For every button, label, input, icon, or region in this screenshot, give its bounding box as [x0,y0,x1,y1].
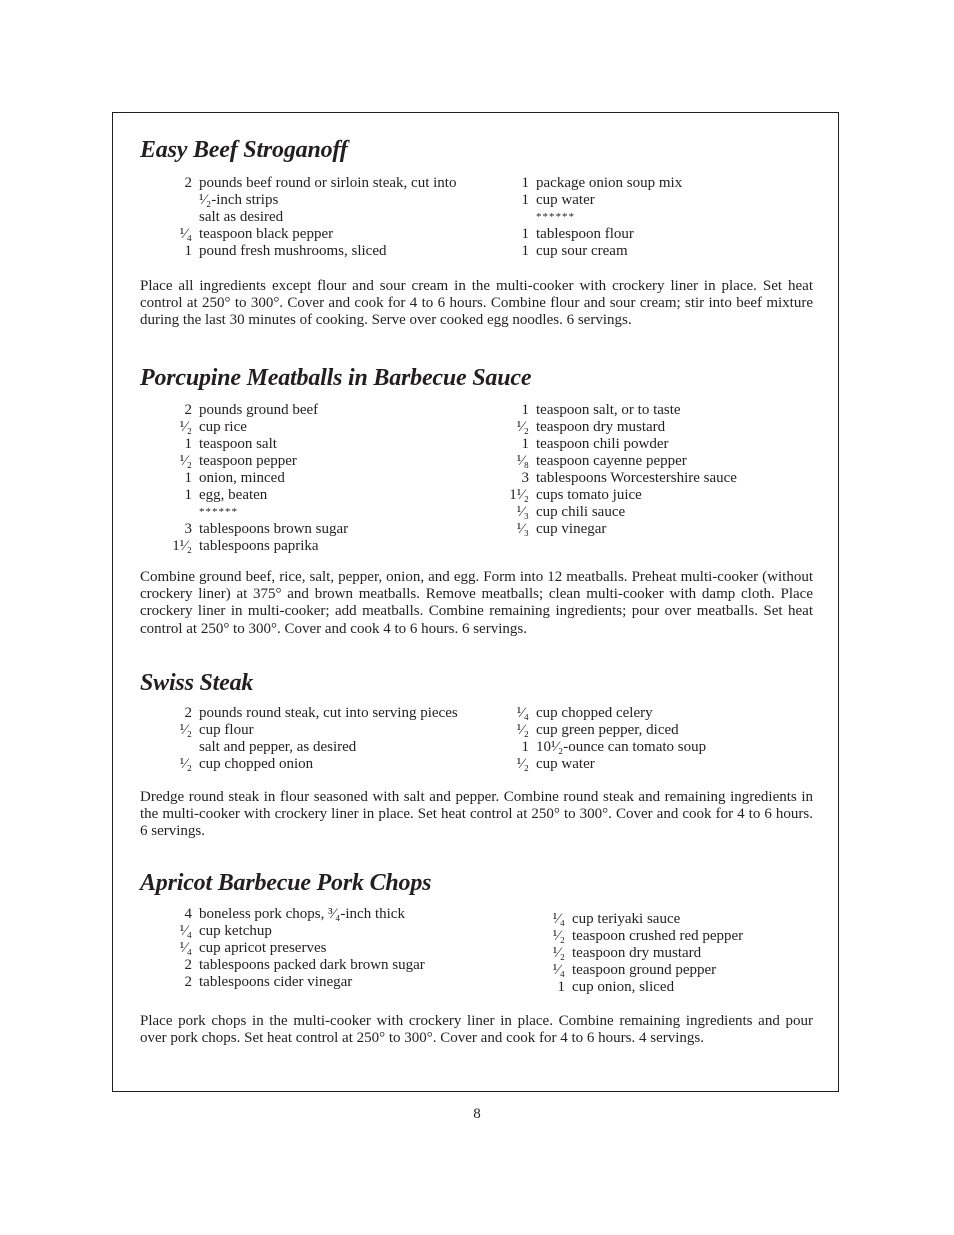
recipe-title: Apricot Barbecue Pork Chops [140,870,432,896]
ingredient-text: tablespoons brown sugar [199,521,349,537]
ingredient-row [170,504,348,521]
ingredient-row [507,453,737,470]
ingredient-row [170,923,425,940]
ingredient-text: egg, beaten [199,487,268,503]
ingredient-quantity [170,209,192,226]
ingredients-left [170,402,348,555]
ingredient-quantity: 1 [521,402,529,418]
ingredient-row [543,911,743,928]
recipe-title: Easy Beef Stroganoff [140,137,348,163]
ingredient-row [170,906,425,923]
ingredient-row [507,209,682,226]
ingredient-text: teaspoon dry mustard [572,945,702,961]
recipe-directions: Combine ground beef, rice, salt, pepper, onion, and egg. Form into 12 meatballs. Preheat multi-cooker (without crockery liner) at 375° and brown meatballs. Remove meatballs; clean multi-cooker with damp cloth. Place crockery liner in multi-cooker; add meatballs. Combine remaining ingredients; pour over meatballs. Set heat control at 250° to 300°. Cover and cook 4 to 6 hours. 6 servings. [140,569,813,637]
ingredient-quantity: 1 [184,436,192,452]
ingredient-quantity: ¹⁄₄ [179,226,192,242]
ingredient-quantity: 1¹⁄₂ [172,538,192,554]
ingredient-row [170,940,425,957]
ingredient-quantity: ¹⁄₂ [179,453,192,469]
ingredients-left [170,906,425,991]
ingredient-text: cup onion, sliced [572,979,675,995]
ingredient-row [543,945,743,962]
ingredient-text: teaspoon black pepper [199,226,334,242]
ingredient-quantity: 1¹⁄₂ [509,487,529,503]
ingredient-quantity: ¹⁄₄ [179,940,192,956]
ingredient-quantity: ¹⁄₂ [179,756,192,772]
ingredient-row [170,705,458,722]
ingredient-text: ¹⁄₂-inch strips [199,192,279,208]
ingredient-row [170,436,348,453]
ingredient-quantity: ¹⁄₈ [516,453,529,469]
recipe-title: Swiss Steak [140,670,254,696]
ingredient-quantity: 2 [184,175,192,191]
ingredient-row [507,175,682,192]
ingredient-quantity: ¹⁄₂ [179,419,192,435]
ingredient-row [170,739,458,756]
ingredient-row [170,453,348,470]
ingredient-text: cup rice [199,419,247,435]
ingredient-text: cup water [536,756,595,772]
ingredient-row [507,402,737,419]
ingredient-row [170,470,348,487]
ingredient-row [507,487,737,504]
ingredient-quantity: 1 [521,192,529,208]
ingredient-text: boneless pork chops, ³⁄₄-inch thick [199,906,405,922]
ingredient-text: cup green pepper, diced [536,722,679,738]
ingredient-text: teaspoon ground pepper [572,962,717,978]
ingredient-row [507,192,682,209]
ingredient-row [170,402,348,419]
ingredient-row [507,436,737,453]
ingredient-text: cup chopped celery [536,705,653,721]
ingredient-text: cup ketchup [199,923,272,939]
ingredient-quantity: 1 [521,243,529,259]
ingredient-quantity: ¹⁄₂ [552,928,565,944]
ingredient-text: pounds beef round or sirloin steak, cut into [199,175,457,191]
ingredient-row [170,487,348,504]
ingredient-quantity [507,209,529,226]
ingredient-row [170,722,458,739]
ingredient-text: salt as desired [199,209,284,225]
ingredient-text: teaspoon cayenne pepper [536,453,687,469]
ingredient-quantity: 3 [521,470,529,486]
ingredient-row [543,928,743,945]
ingredient-row [170,175,456,192]
ingredients-right [507,705,706,773]
ingredient-quantity: ¹⁄₂ [516,722,529,738]
ingredient-row [507,243,682,260]
ingredient-quantity: ¹⁄₂ [179,722,192,738]
ingredient-text: cup chili sauce [536,504,626,520]
ingredients-left [170,705,458,773]
ingredients-right [543,911,743,996]
ingredient-row [170,192,456,209]
ingredient-row [170,419,348,436]
ingredient-text: teaspoon pepper [199,453,297,469]
ingredient-row [170,756,458,773]
ingredient-quantity: ¹⁄₂ [516,419,529,435]
ingredient-text: salt and pepper, as desired [199,739,357,755]
ingredients-left [170,175,456,260]
ingredient-quantity: 1 [184,487,192,503]
ingredient-text: package onion soup mix [536,175,683,191]
ingredient-row [170,226,456,243]
ingredient-row [543,979,743,996]
ingredient-text: pound fresh mushrooms, sliced [199,243,387,259]
ingredients-right [507,175,682,260]
ingredient-quantity: 1 [521,739,529,755]
ingredient-row [170,957,425,974]
ingredient-quantity: 2 [184,974,192,990]
ingredient-quantity: ¹⁄₄ [179,923,192,939]
ingredient-text: tablespoons paprika [199,538,319,554]
ingredient-separator: ****** [536,211,575,223]
ingredient-quantity: ¹⁄₄ [516,705,529,721]
ingredient-quantity [170,504,192,521]
ingredient-text: 10¹⁄₂-ounce can tomato soup [536,739,707,755]
ingredient-row [170,538,348,555]
ingredient-text: cup apricot preserves [199,940,327,956]
ingredient-quantity: ¹⁄₃ [516,504,529,520]
ingredient-row [507,226,682,243]
ingredient-quantity: 1 [521,175,529,191]
ingredient-quantity: 1 [184,243,192,259]
ingredient-quantity: 1 [557,979,565,995]
ingredient-text: tablespoon flour [536,226,634,242]
ingredient-text: cup water [536,192,595,208]
ingredient-separator: ****** [199,506,238,518]
ingredient-quantity: ¹⁄₄ [552,962,565,978]
ingredient-text: tablespoons cider vinegar [199,974,353,990]
ingredient-quantity: ¹⁄₂ [516,756,529,772]
page-number: 8 [473,1106,481,1122]
ingredient-text: tablespoons Worcestershire sauce [536,470,737,486]
recipe-title: Porcupine Meatballs in Barbecue Sauce [140,365,532,391]
ingredients-right [507,402,737,538]
ingredient-text: teaspoon salt, or to taste [536,402,681,418]
ingredient-text: cup vinegar [536,521,607,537]
ingredient-quantity: 2 [184,957,192,973]
ingredient-row [507,705,706,722]
ingredient-text: pounds round steak, cut into serving pieces [199,705,458,721]
ingredient-quantity [170,739,192,756]
ingredient-text: cup flour [199,722,254,738]
ingredient-quantity: 2 [184,402,192,418]
ingredient-quantity [170,192,192,209]
ingredient-row [170,209,456,226]
recipe-directions: Dredge round steak in flour seasoned with salt and pepper. Combine round steak and remaining ingredients in the multi-cooker with crockery liner in place. Set heat control at 250° to 300°. Cover and cook for 4 to 6 hours. 6 servings. [140,789,813,840]
ingredient-row [507,756,706,773]
ingredient-row [507,739,706,756]
ingredient-row [507,521,737,538]
ingredient-quantity: 1 [521,226,529,242]
ingredient-quantity: 2 [184,705,192,721]
ingredient-quantity: 1 [184,470,192,486]
ingredient-row [507,722,706,739]
ingredient-row [170,521,348,538]
ingredient-quantity: 3 [184,521,192,537]
recipe-directions: Place all ingredients except flour and sour cream in the multi-cooker with crockery liner in place. Set heat control at 250° to 300°. Cover and cook for 4 to 6 hours. Combine flour and sour cream; stir into beef mixture during the last 30 minutes of cooking. Serve over cooked egg noodles. 6 servings. [140,278,813,329]
ingredient-row [543,962,743,979]
ingredient-row [170,243,456,260]
ingredient-text: teaspoon dry mustard [536,419,666,435]
ingredient-quantity: 1 [521,436,529,452]
ingredient-text: cups tomato juice [536,487,642,503]
ingredient-text: tablespoons packed dark brown sugar [199,957,425,973]
ingredient-row [507,419,737,436]
recipe-directions: Place pork chops in the multi-cooker with crockery liner in place. Combine remaining ingredients and pour over pork chops. Set heat control at 250° to 300°. Cover and cook for 4 to 6 hours. 4 servings. [140,1013,813,1047]
ingredient-text: cup sour cream [536,243,628,259]
ingredient-row [507,470,737,487]
ingredient-quantity: ¹⁄₃ [516,521,529,537]
ingredient-quantity: ¹⁄₄ [552,911,565,927]
ingredient-quantity: 4 [184,906,192,922]
ingredient-text: cup teriyaki sauce [572,911,681,927]
ingredient-text: teaspoon salt [199,436,277,452]
ingredient-quantity: ¹⁄₂ [552,945,565,961]
ingredient-text: teaspoon crushed red pepper [572,928,744,944]
ingredient-text: teaspoon chili powder [536,436,669,452]
ingredient-row [507,504,737,521]
ingredient-text: cup chopped onion [199,756,314,772]
ingredient-row [170,974,425,991]
ingredient-text: onion, minced [199,470,285,486]
ingredient-text: pounds ground beef [199,402,319,418]
